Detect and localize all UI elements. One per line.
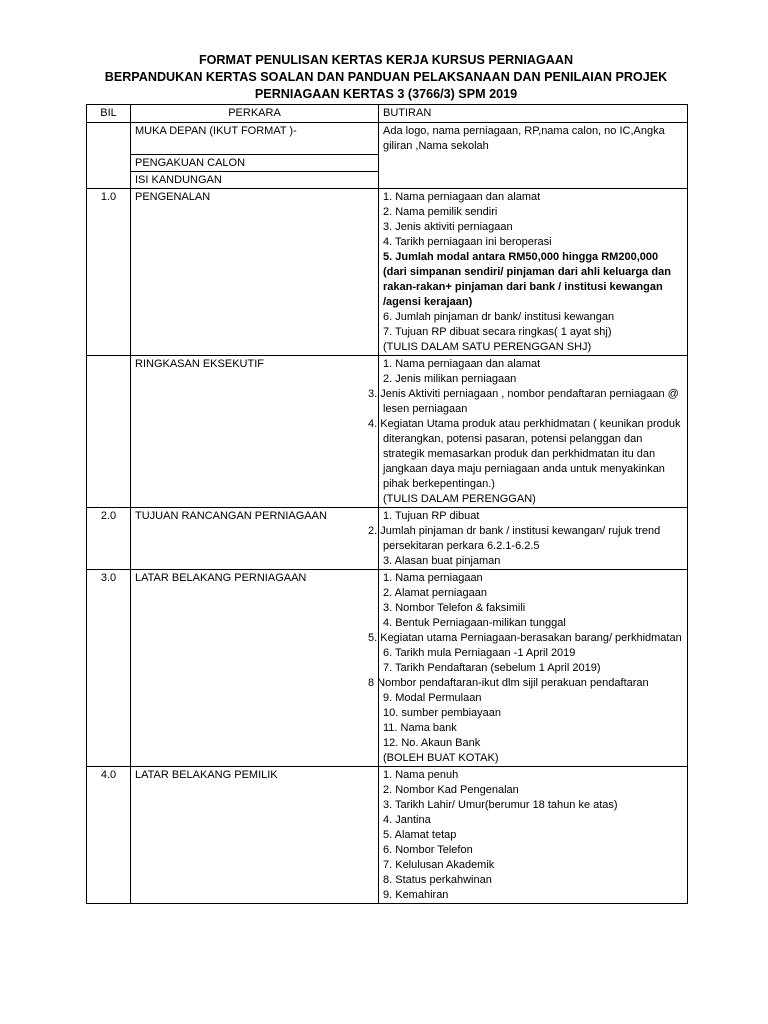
butiran-muka-depan: Ada logo, nama perniagaan, RP,nama calon, no IC,Angka giliran ,Nama sekolah [379, 123, 688, 189]
list-item: 1. Tujuan RP dibuat [383, 510, 480, 522]
list-item: 5. Jumlah modal antara RM50,000 hingga RM200,000 (dari simpanan sendiri/ pinjaman dari ahli keluarga dan rakan-rakan+ pinjaman dari bank / institusi kewangan /agensi kerajaan) [383, 251, 671, 308]
list-item: 7. Kelulusan Akademik [383, 859, 495, 871]
list-item: 4. Bentuk Perniagaan-milikan tunggal [383, 617, 566, 629]
bil-cell: 1.0 [87, 189, 131, 356]
butiran-cell [368, 356, 688, 508]
perkara-cell: PENGENALAN [131, 189, 379, 356]
list-item: 3. Jenis Aktiviti perniagaan , nombor pendaftaran perniagaan @ lesen perniagaan [368, 388, 679, 415]
list-item: 6. Jumlah pinjaman dr bank/ institusi kewangan [383, 311, 615, 323]
list-item: 12. No. Akaun Bank [383, 737, 481, 749]
list-item: 2. Jenis milikan perniagaan [383, 373, 517, 385]
list-item: 2. Nombor Kad Pengenalan [383, 784, 519, 796]
bil-cell: 2.0 [87, 508, 131, 570]
table-row [87, 356, 688, 508]
header-perkara: PERKARA [131, 105, 379, 123]
list-item: 1. Nama perniagaan dan alamat [383, 358, 541, 370]
list-item: 6. Nombor Telefon [383, 844, 473, 856]
format-table [86, 104, 688, 904]
document-title [86, 52, 686, 103]
table-row [87, 123, 688, 155]
list-item: 8 Nombor pendaftaran-ikut dlm sijil perakuan pendaftaran [368, 677, 649, 689]
list-item: 3. Alasan buat pinjaman [383, 555, 501, 567]
butiran-list [383, 768, 683, 903]
butiran-list [368, 509, 683, 569]
butiran-list [368, 357, 683, 507]
butiran-cell [368, 570, 688, 767]
title-line-1: FORMAT PENULISAN KERTAS KERJA KURSUS PERNIAGAAN [198, 53, 574, 67]
butiran-cell [368, 508, 688, 570]
list-item: (BOLEH BUAT KOTAK) [383, 752, 499, 764]
title-line-2: BERPANDUKAN KERTAS SOALAN DAN PANDUAN PELAKSANAAN DAN PENILAIAN PROJEK [104, 70, 668, 84]
list-item: 4. Tarikh perniagaan ini beroperasi [383, 236, 552, 248]
list-item: 1. Nama perniagaan [383, 572, 483, 584]
butiran-list [368, 571, 683, 766]
bil-cell [87, 123, 131, 189]
list-item: 9. Kemahiran [383, 889, 449, 901]
list-item: (TULIS DALAM PERENGGAN) [383, 493, 536, 505]
list-item: 5. Kegiatan utama Perniagaan-berasakan barang/ perkhidmatan [368, 632, 682, 644]
bil-cell: 4.0 [87, 767, 131, 904]
table-row [87, 508, 688, 570]
list-item: 3. Tarikh Lahir/ Umur(berumur 18 tahun ke atas) [383, 799, 618, 811]
list-item: 7. Tujuan RP dibuat secara ringkas( 1 ayat shj) [383, 326, 612, 338]
list-item: 2. Jumlah pinjaman dr bank / institusi kewangan/ rujuk trend persekitaran perkara 6.2.1-6.2.5 [368, 525, 661, 552]
list-item: 1. Nama penuh [383, 769, 459, 781]
perkara-pengakuan-calon: PENGAKUAN CALON [131, 155, 379, 172]
table-header-row [87, 105, 688, 123]
list-item: 3. Nombor Telefon & faksimili [383, 602, 526, 614]
bil-cell [87, 356, 131, 508]
list-item: 2. Nama pemilik sendiri [383, 206, 498, 218]
perkara-cell: RINGKASAN EKSEKUTIF [131, 356, 379, 508]
list-item: 8. Status perkahwinan [383, 874, 492, 886]
perkara-muka-depan: MUKA DEPAN (IKUT FORMAT )- [131, 123, 379, 155]
table-row [87, 767, 688, 904]
table-row [87, 570, 688, 767]
perkara-cell: TUJUAN RANCANGAN PERNIAGAAN [131, 508, 379, 570]
list-item: 4. Jantina [383, 814, 431, 826]
list-item: 4. Kegiatan Utama produk atau perkhidmatan ( keunikan produk diterangkan, potensi pasaran, potensi pelanggan dan strategik memasarkan produk dan perkhidmatan itu dan jangkaan daya maju perniagaan anda untuk menyakinkan pihak berkepentingan.) [368, 418, 681, 490]
butiran-cell [379, 189, 688, 356]
list-item: 2. Alamat perniagaan [383, 587, 487, 599]
list-item: 11. Nama bank [383, 722, 457, 734]
butiran-cell [379, 767, 688, 904]
table-row [87, 189, 688, 356]
header-butiran: BUTIRAN [379, 105, 688, 123]
list-item: 1. Nama perniagaan dan alamat [383, 191, 541, 203]
list-item: 10. sumber pembiayaan [383, 707, 502, 719]
list-item: 3. Jenis aktiviti perniagaan [383, 221, 513, 233]
bil-cell: 3.0 [87, 570, 131, 767]
list-item: 7. Tarikh Pendaftaran (sebelum 1 April 2019) [383, 662, 601, 674]
title-line-3: PERNIAGAAN KERTAS 3 (3766/3) SPM 2019 [254, 87, 518, 101]
list-item: 5. Alamat tetap [383, 829, 457, 841]
list-item: 6. Tarikh mula Perniagaan -1 April 2019 [383, 647, 576, 659]
perkara-isi-kandungan: ISI KANDUNGAN [131, 172, 379, 189]
list-item: (TULIS DALAM SATU PERENGGAN SHJ) [383, 341, 592, 353]
perkara-cell: LATAR BELAKANG PERNIAGAAN [131, 570, 379, 767]
perkara-cell: LATAR BELAKANG PEMILIK [131, 767, 379, 904]
header-bil: BIL [87, 105, 131, 123]
butiran-list [383, 190, 683, 355]
list-item: 9. Modal Permulaan [383, 692, 482, 704]
